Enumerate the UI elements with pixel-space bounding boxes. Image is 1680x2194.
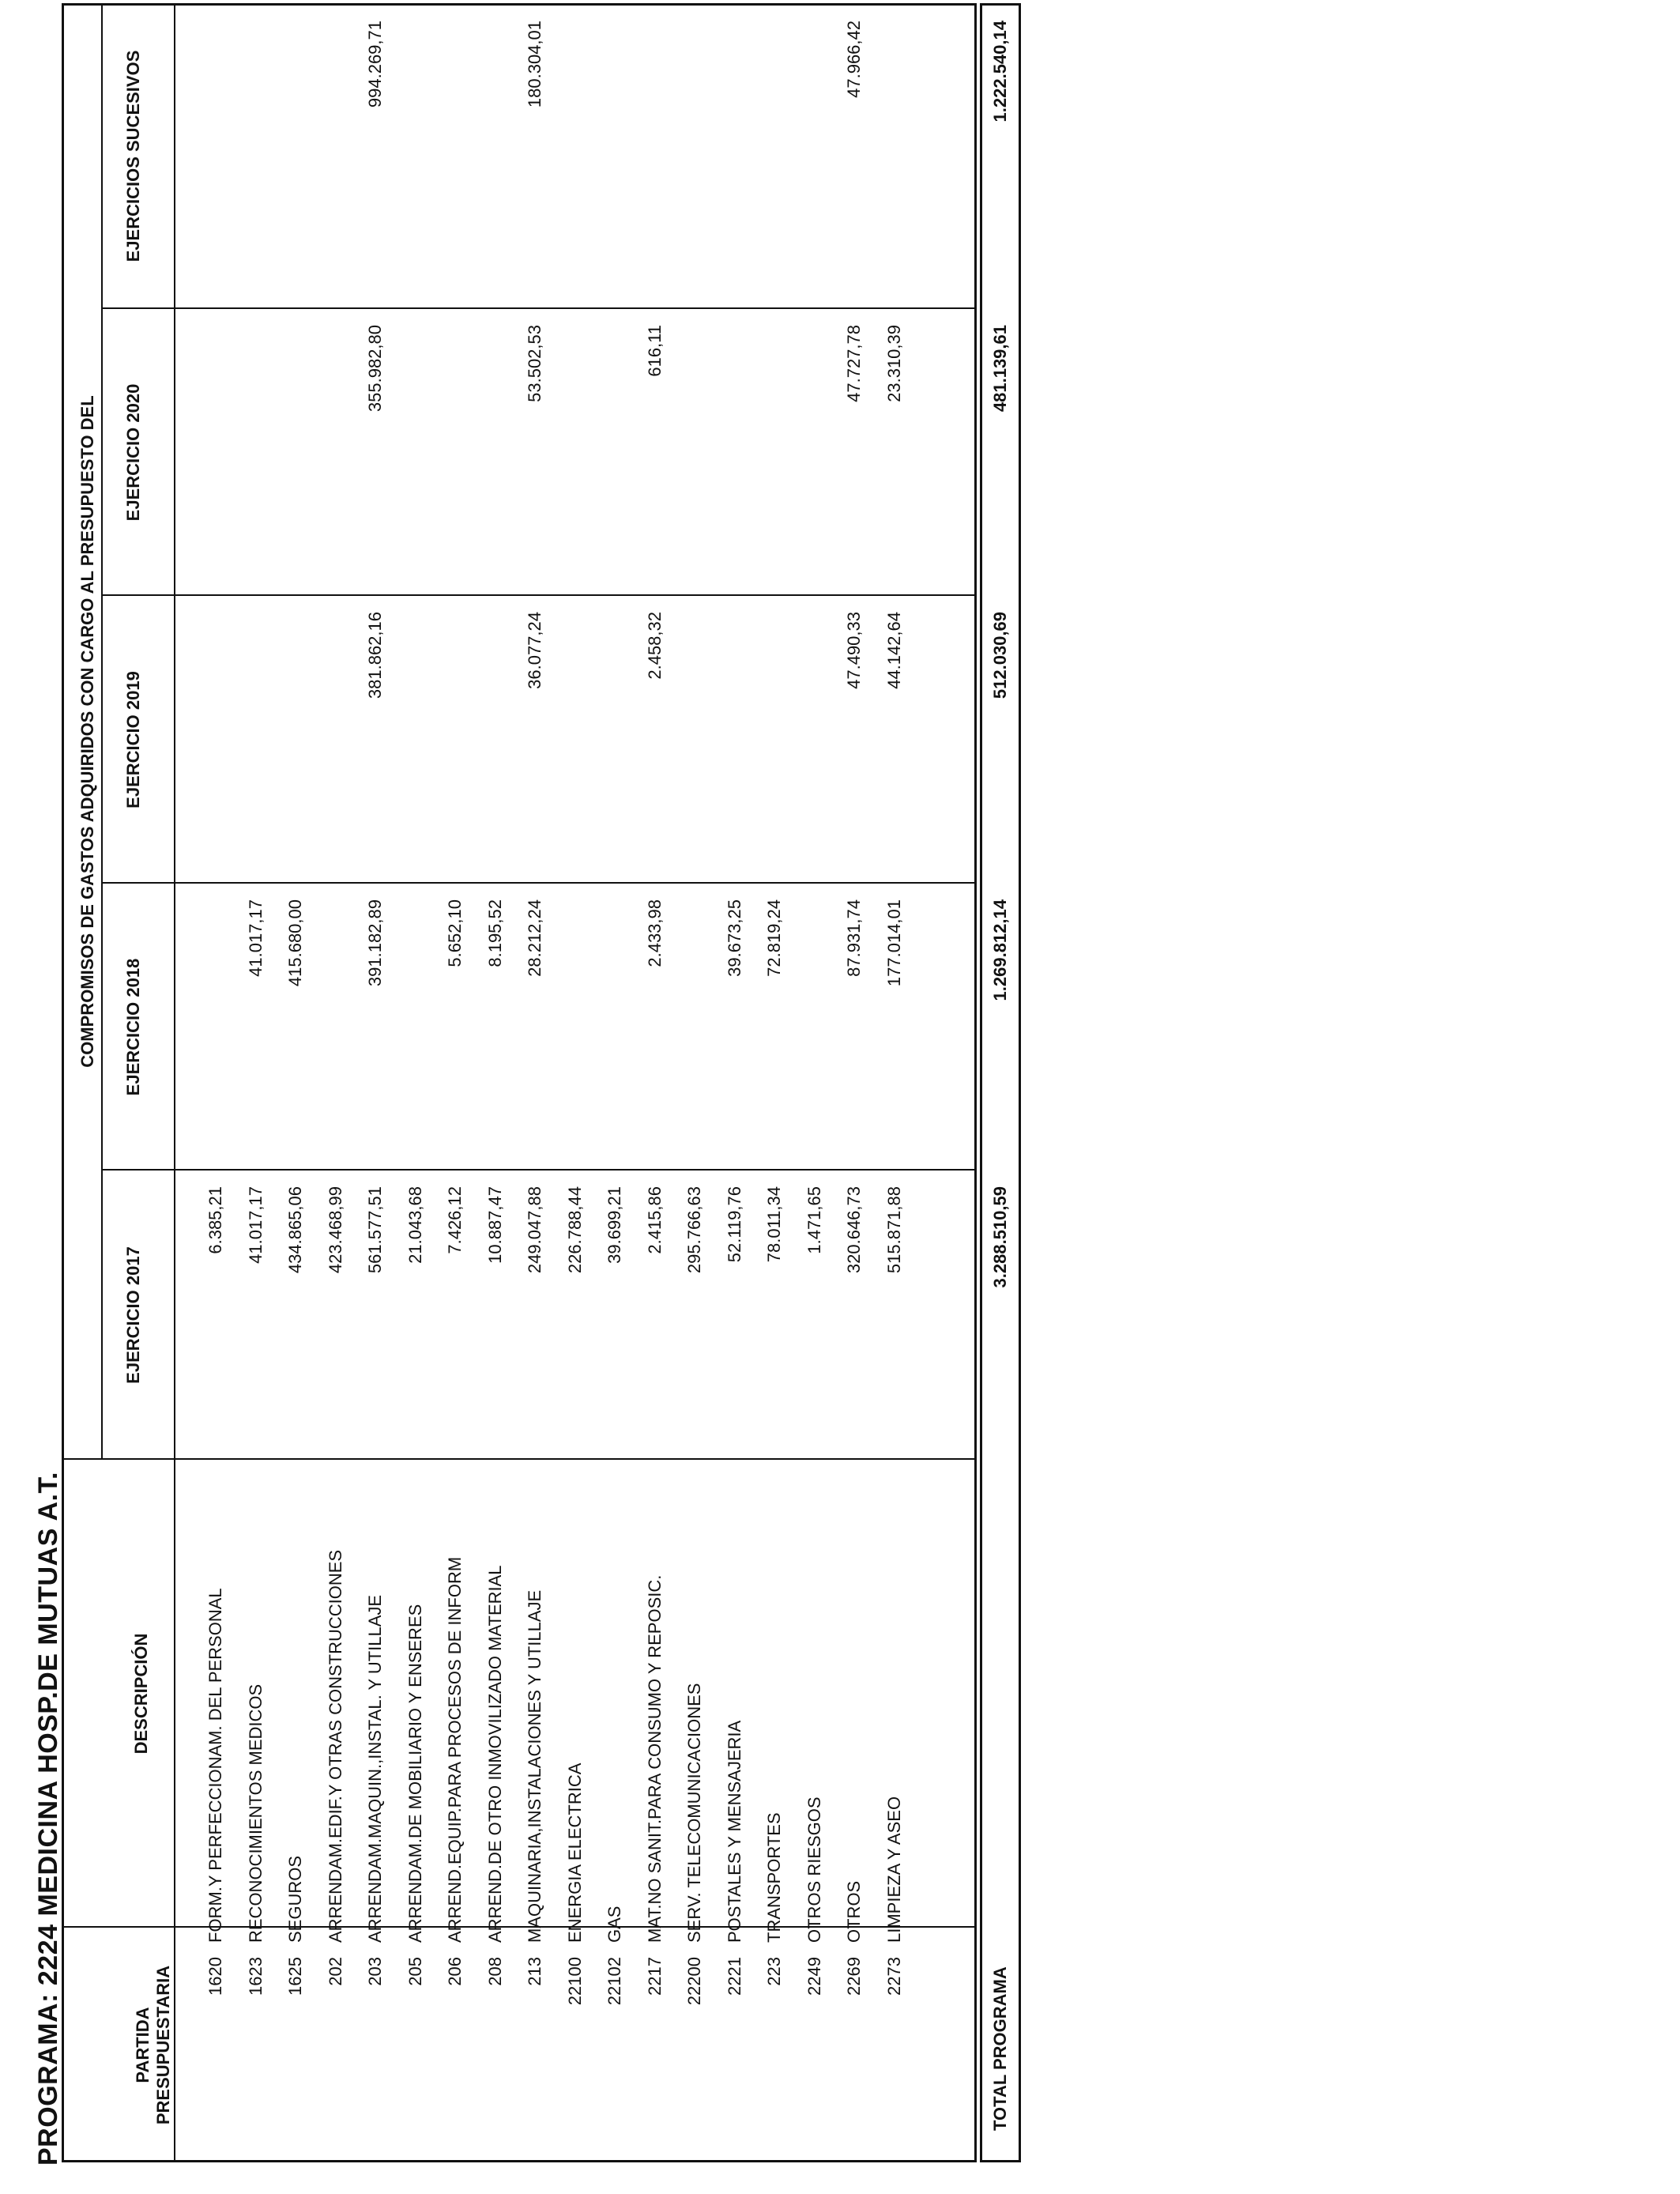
row-description: OTROS RIESGOS	[804, 1796, 824, 1943]
total-label: TOTAL PROGRAMA	[990, 1966, 1010, 2131]
row-amount-e2018: 391.182,89	[365, 899, 385, 987]
header-ejercicio-2020: EJERCICIO 2020	[123, 383, 143, 522]
row-amount-e2020: 23.310,39	[884, 325, 904, 402]
row-amount-e2019: 2.458,32	[645, 612, 665, 680]
row-code: 206	[445, 1957, 465, 1986]
main-table	[62, 3, 977, 2162]
compromisos-divider	[101, 3, 103, 1460]
row-code: 205	[405, 1957, 425, 1986]
row-amount-e2017: 78.011,34	[764, 1186, 784, 1263]
row-code: 1620	[205, 1957, 225, 1996]
row-description: POSTALES Y MENSAJERIA	[725, 1720, 744, 1943]
header-compromisos: COMPROMISOS DE GASTOS ADQUIRIDOS CON CARGO AL PRESUPUESTO DEL	[77, 395, 97, 1068]
row-amount-e2019: 47.490,33	[844, 612, 864, 689]
row-amount-suc: 994.269,71	[365, 21, 385, 108]
row-amount-e2017: 2.415,86	[645, 1186, 665, 1254]
row-description: MAT.NO SANIT.PARA CONSUMO Y REPOSIC.	[645, 1574, 665, 1943]
row-amount-e2019: 44.142,64	[884, 612, 904, 689]
row-amount-e2018: 39.673,25	[725, 899, 744, 977]
row-code: 202	[326, 1957, 345, 1986]
row-code: 213	[525, 1957, 544, 1986]
row-amount-suc: 47.966,42	[844, 21, 864, 98]
row-description: TRANSPORTES	[764, 1812, 784, 1943]
row-code: 2221	[725, 1957, 744, 1996]
row-amount-e2017: 39.699,21	[605, 1186, 624, 1264]
row-code: 203	[365, 1957, 385, 1986]
header-presupuestaria: PRESUPUESTARIA	[153, 1965, 173, 2125]
total-sucesivos: 1.222.540,14	[990, 21, 1010, 123]
col-sep-2018	[101, 882, 977, 884]
row-code: 22100	[565, 1957, 585, 2006]
row-amount-e2017: 41.017,17	[246, 1186, 266, 1264]
row-description: GAS	[605, 1906, 624, 1943]
row-description: ARRENDAM.EDIF.Y OTRAS CONSTRUCCIONES	[326, 1549, 345, 1943]
row-code: 2217	[645, 1957, 665, 1996]
header-ejercicio-2019: EJERCICIO 2019	[123, 671, 143, 809]
row-amount-e2018: 28.212,24	[525, 899, 544, 977]
row-amount-e2017: 6.385,21	[205, 1186, 225, 1254]
row-amount-e2017: 423.468,99	[326, 1186, 345, 1274]
row-description: RECONOCIMIENTOS MEDICOS	[246, 1683, 266, 1943]
row-amount-e2017: 249.047,88	[525, 1186, 544, 1274]
col-sep-2020	[101, 307, 977, 309]
row-amount-e2017: 1.471,65	[804, 1186, 824, 1254]
row-amount-e2017: 295.766,63	[684, 1186, 704, 1274]
row-amount-e2017: 434.865,06	[285, 1186, 305, 1274]
row-amount-e2020: 53.502,53	[525, 325, 544, 402]
header-descripcion: DESCRIPCIÓN	[131, 1633, 151, 1755]
row-description: ARRENDAM.DE MOBILIARIO Y ENSERES	[405, 1604, 425, 1943]
total-2020: 481.139,61	[990, 325, 1010, 413]
row-amount-e2017: 320.646,73	[844, 1186, 864, 1274]
row-amount-e2017: 515.871,88	[884, 1186, 904, 1274]
row-amount-e2017: 561.577,51	[365, 1186, 385, 1274]
row-amount-e2020: 616,11	[645, 325, 665, 377]
total-2019: 512.030,69	[990, 612, 1010, 699]
row-code: 223	[764, 1957, 784, 1986]
row-amount-e2017: 10.887,47	[485, 1186, 505, 1264]
row-amount-e2017: 226.788,44	[565, 1186, 585, 1274]
row-amount-e2018: 72.819,24	[764, 899, 784, 977]
row-amount-e2017: 21.043,68	[405, 1186, 425, 1264]
header-ejercicio-2018: EJERCICIO 2018	[123, 958, 143, 1096]
row-description: MAQUINARIA,INSTALACIONES Y UTILLAJE	[525, 1589, 544, 1943]
row-amount-e2018: 2.433,98	[645, 899, 665, 967]
header-ejercicios-sucesivos: EJERCICIOS SUCESIVOS	[123, 50, 143, 262]
row-amount-e2018: 41.017,17	[246, 899, 266, 977]
row-amount-e2020: 47.727,78	[844, 325, 864, 402]
row-amount-e2018: 415.680,00	[285, 899, 305, 987]
row-description: FORM.Y PERFECCIONAM. DEL PERSONAL	[205, 1588, 225, 1943]
row-amount-e2019: 381.862,16	[365, 612, 385, 699]
total-2017: 3.288.510,59	[990, 1186, 1010, 1288]
row-amount-suc: 180.304,01	[525, 21, 544, 108]
row-description: ARREND.EQUIP.PARA PROCESOS DE INFORM	[445, 1556, 465, 1943]
row-amount-e2017: 52.119,76	[725, 1186, 744, 1263]
header-divider	[174, 3, 175, 2162]
row-description: SEGUROS	[285, 1855, 305, 1943]
row-description: ARRENDAM.MAQUIN.,INSTAL. Y UTILLAJE	[365, 1594, 385, 1943]
row-amount-e2019: 36.077,24	[525, 612, 544, 689]
col-sep-2019	[101, 594, 977, 596]
row-amount-e2018: 87.931,74	[844, 899, 864, 977]
row-code: 1625	[285, 1957, 305, 1996]
row-amount-e2018: 8.195,52	[485, 899, 505, 967]
row-description: OTROS	[844, 1880, 864, 1943]
row-code: 1623	[246, 1957, 266, 1996]
row-code: 2269	[844, 1957, 864, 1996]
col-sep-descripcion	[62, 1458, 977, 1460]
col-sep-partida	[62, 1926, 977, 1928]
row-description: ARREND.DE OTRO INMOVILIZADO MATERIAL	[485, 1565, 505, 1943]
row-code: 2249	[804, 1957, 824, 1996]
row-amount-e2018: 177.014,01	[884, 899, 904, 987]
row-amount-e2017: 7.426,12	[445, 1186, 465, 1254]
row-description: ENERGIA ELECTRICA	[565, 1762, 585, 1943]
row-description: LIMPIEZA Y ASEO	[884, 1796, 904, 1943]
row-amount-e2018: 5.652,10	[445, 899, 465, 967]
row-code: 2273	[884, 1957, 904, 1996]
header-partida: PARTIDA	[133, 2007, 153, 2083]
row-code: 208	[485, 1957, 505, 1986]
col-sep-2017	[101, 1169, 977, 1171]
row-description: SERV. TELECOMUNICACIONES	[684, 1683, 704, 1943]
header-ejercicio-2017: EJERCICIO 2017	[123, 1246, 143, 1384]
program-title: PROGRAMA: 2224 MEDICINA HOSP.DE MUTUAS A.T.	[33, 1472, 63, 2166]
row-amount-e2020: 355.982,80	[365, 325, 385, 413]
row-code: 22200	[684, 1957, 704, 2006]
row-code: 22102	[605, 1957, 624, 2006]
total-2018: 1.269.812,14	[990, 899, 1010, 1001]
